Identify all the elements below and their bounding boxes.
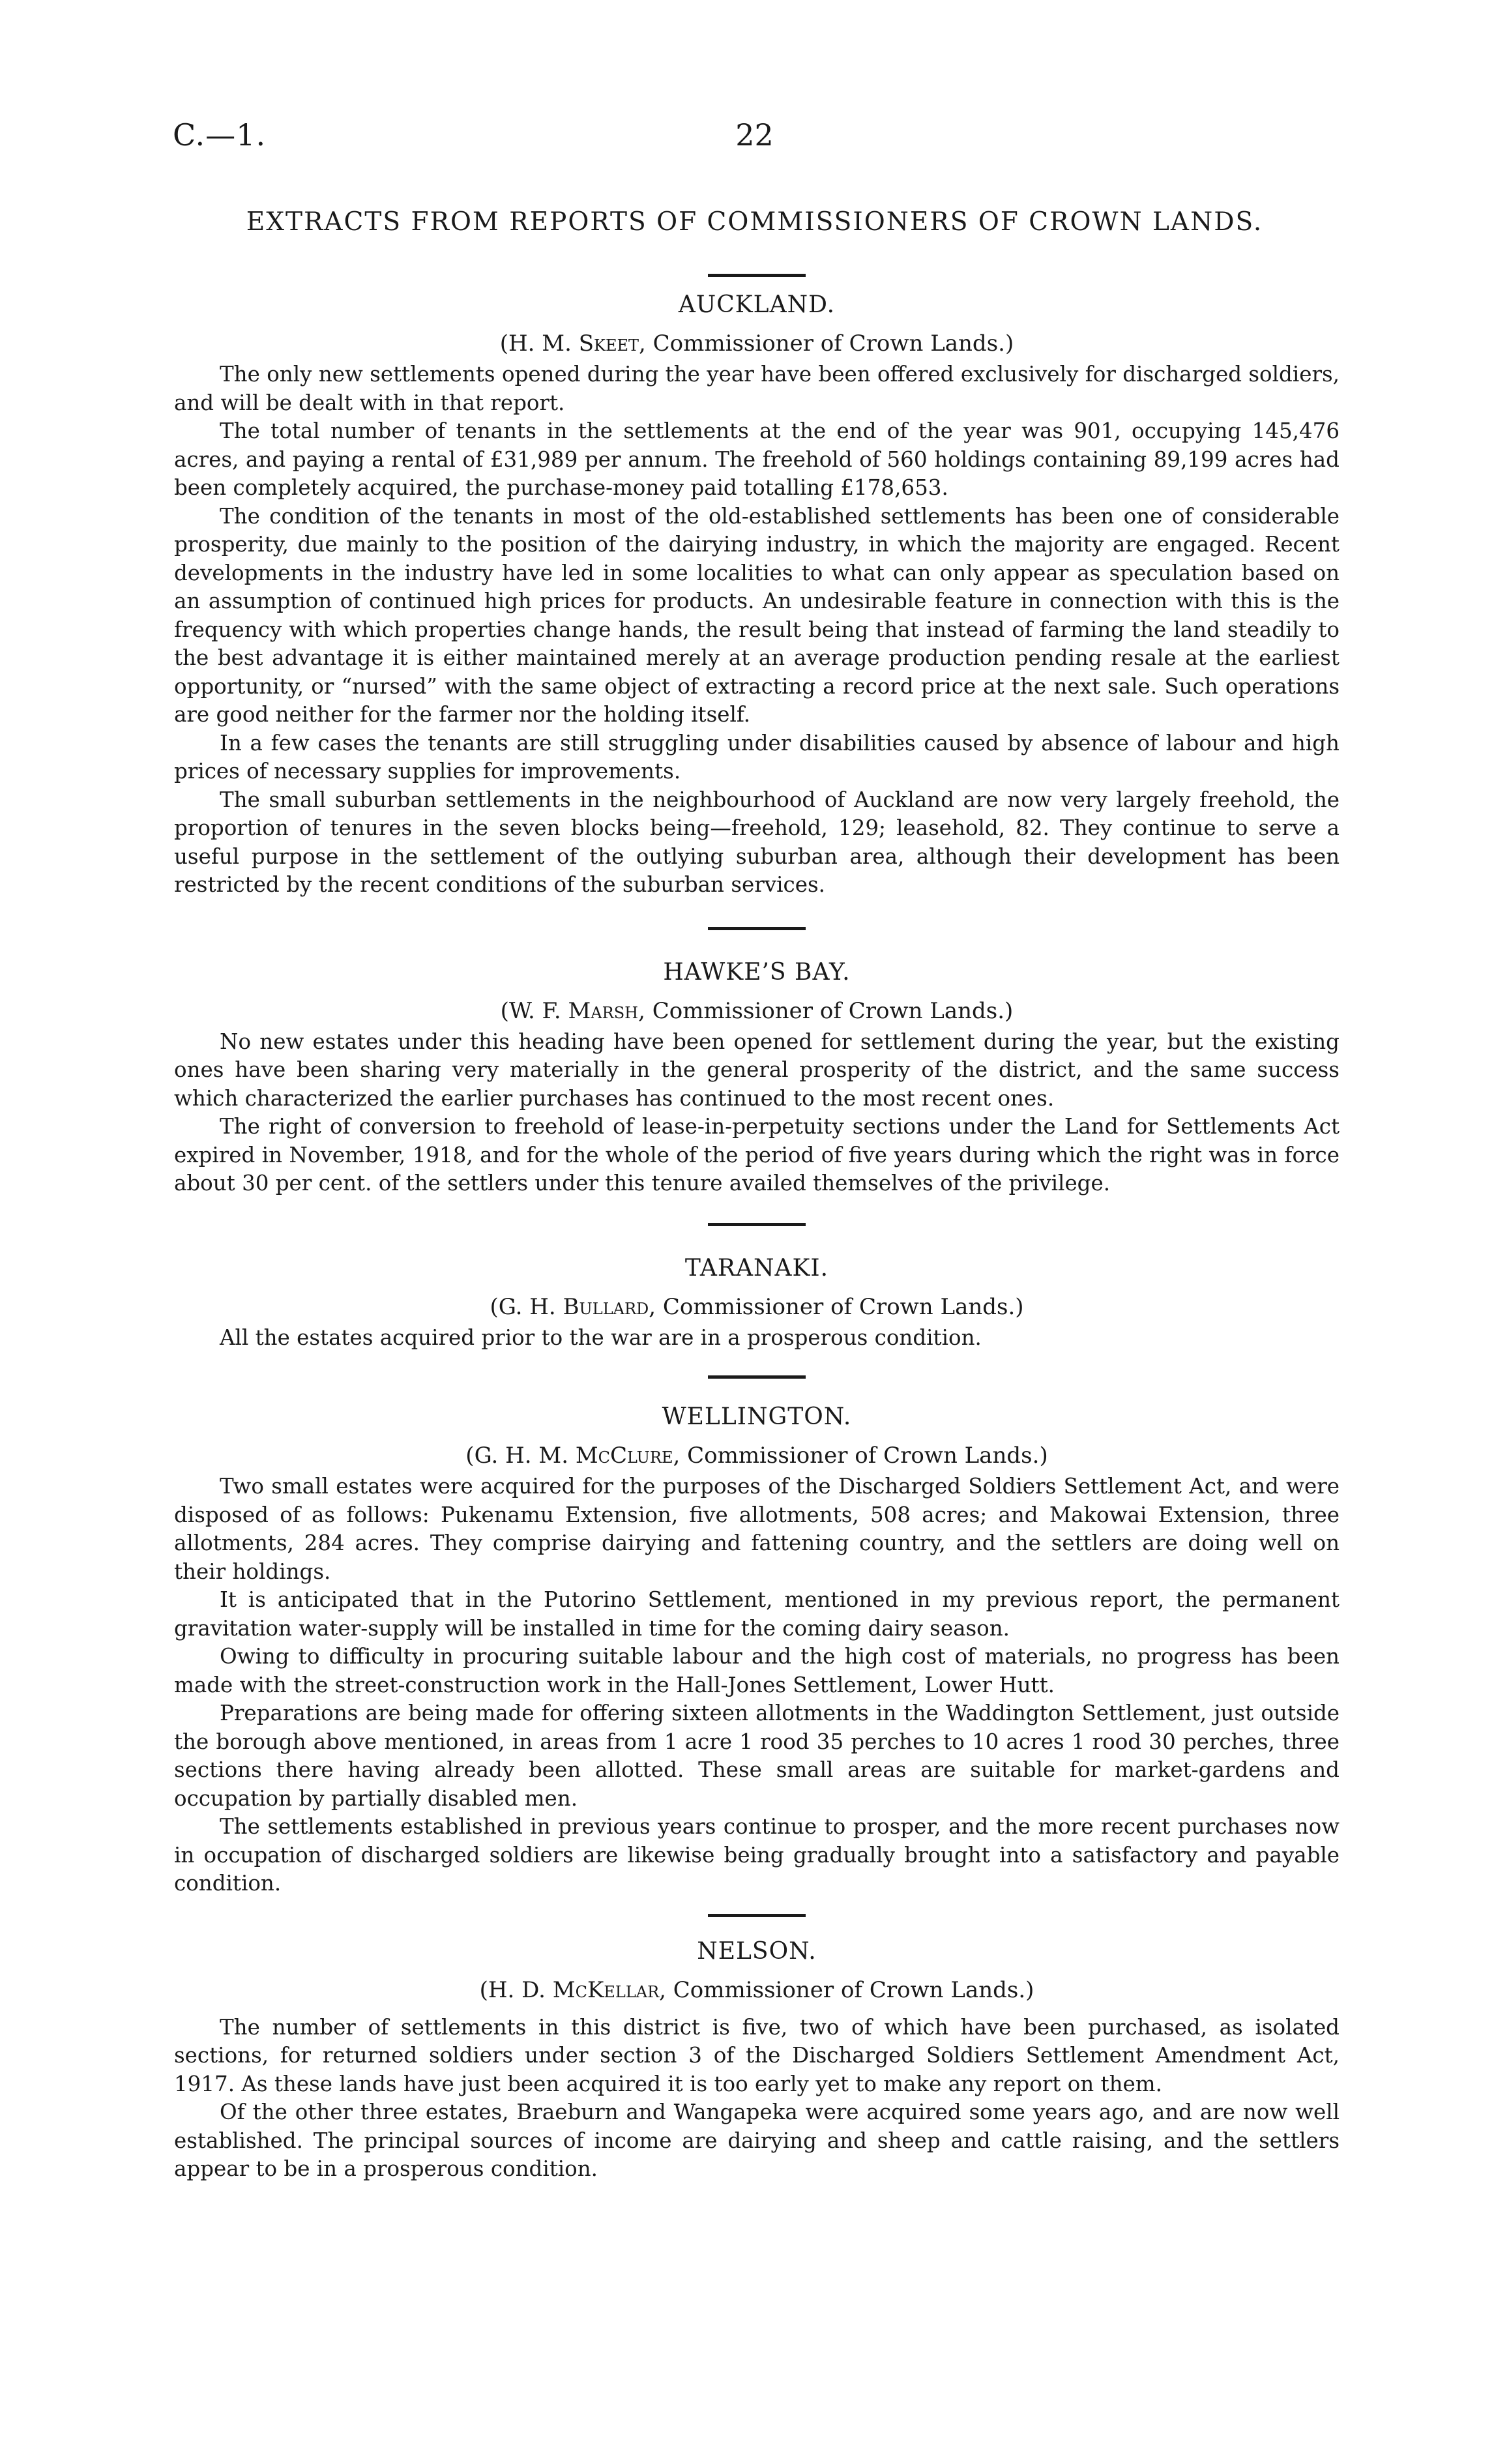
section-wellington [174, 1375, 1340, 1898]
commissioner-role: Commissioner of Crown Lands. [673, 1976, 1026, 2003]
section-title: AUCKLAND. [678, 291, 836, 318]
commissioner-name: Marsh [568, 997, 639, 1024]
commissioner-name: McKellar [552, 1976, 660, 2003]
section-divider [708, 1914, 806, 1917]
section-auckland [174, 274, 1340, 900]
paragraph: No new estates under this heading have been opened for settlement during the year, but the existing ones have been sharing very materially in the general prosperity of the district, and the same success which characterized the earlier purchases has continued to the most recent ones. [174, 1029, 1340, 1111]
commissioner-line: (G. H. Bullard, Commissioner of Crown Lands.) [490, 1293, 1024, 1320]
commissioner-initials: W. F. [508, 997, 561, 1024]
page-number: 22 [735, 117, 774, 153]
commissioner-line: (H. M. Skeet, Commissioner of Crown Lands.) [499, 330, 1014, 357]
paragraph: Owing to difficulty in procuring suitable labour and the high cost of materials, no progress has been made with the street-construction work in the Hall-Jones Settlement, Lower Hutt. [174, 1644, 1340, 1697]
section-title: TARANAKI. [684, 1254, 829, 1282]
commissioner-initials: H. M. [508, 330, 572, 357]
paragraph: It is anticipated that in the Putorino Settlement, mentioned in my previous report, the permanent gravitation water-supply will be installed in time for the coming dairy season. [174, 1587, 1340, 1641]
section-hawkes-bay [174, 927, 1340, 1198]
section-taranaki [174, 1223, 1340, 1353]
paragraph: Of the other three estates, Braeburn and Wangapeka were acquired some years ago, and are now well established. The principal sources of income are dairying and sheep and cattle raising, and the settlers appear to be in a prosperous condition. [174, 2100, 1340, 2181]
paragraph: The only new settlements opened during the year have been offered exclusively for discharged soldiers, and will be dealt with in that report. [174, 362, 1340, 415]
paragraph: The condition of the tenants in most of the old-established settlements has been one of considerable prosperity, due mainly to the position of the dairying industry, in which the majority are engaged. Recent developments in the industry have led in some localities to what can only appear as speculation based on an assumption of continued high prices for products. An undesirable feature in connection with this is the frequency with which properties change hands, the result being that instead of farming the land steadily to the best advantage it is either maintained merely at an average production pending resale at the earliest opportunity, or “nursed” with the same object of extracting a record price at the next sale. Such operations are good neither for the farmer nor the holding itself. [174, 503, 1340, 727]
section-title: NELSON. [697, 1937, 817, 1965]
commissioner-name: Bullard [563, 1293, 649, 1320]
commissioner-initials: H. D. [488, 1976, 546, 2003]
paragraph: The settlements established in previous years continue to prosper, and the more recent purchases now in occupation of discharged soldiers are likewise being gradually brought into a satisfactory and payable condition. [174, 1814, 1340, 1896]
paragraph: Preparations are being made for offering sixteen allotments in the Waddington Settlement, just outside the borough above mentioned, in areas from 1 acre 1 rood 35 perches to 10 acres 1 rood 30 perches, three sections there having already been allotted. These small areas are suitable for market-gardens and occupation by partially disabled men. [174, 1701, 1340, 1811]
paragraph: The small suburban settlements in the neighbourhood of Auckland are now very largely freehold, the proportion of tenures in the seven blocks being—freehold, 129; leasehold, 82. They continue to serve a useful purpose in the settlement of the outlying suburban area, although their development has been restricted by the recent conditions of the suburban services. [174, 787, 1340, 897]
section-nelson [174, 1914, 1340, 2184]
paragraph: Two small estates were acquired for the purposes of the Discharged Soldiers Settlement Act, and were disposed of as follows: Pukenamu Extension, five allotments, 508 acres; and Makowai Extension, three allotments, 284 acres. They comprise dairying and fattening country, and the settlers are doing well on their holdings. [174, 1474, 1340, 1584]
section-divider [708, 1223, 806, 1226]
commissioner-role: Commissioner of Crown Lands. [652, 997, 1005, 1024]
commissioner-name: McClure [575, 1443, 673, 1469]
paragraph: In a few cases the tenants are still struggling under disabilities caused by absence of labour and high prices of necessary supplies for improvements. [174, 730, 1340, 784]
section-title: HAWKE’S BAY. [663, 958, 851, 986]
section-title: WELLINGTON. [662, 1403, 852, 1430]
commissioner-name: Skeet [578, 330, 639, 357]
commissioner-role: Commissioner of Crown Lands. [662, 1293, 1016, 1320]
commissioner-role: Commissioner of Crown Lands. [652, 330, 1005, 357]
commissioner-initials: G. H. [498, 1293, 556, 1320]
commissioner-role: Commissioner of Crown Lands. [687, 1443, 1040, 1469]
paragraph: All the estates acquired prior to the war are in a prosperous condition. [220, 1325, 982, 1350]
paragraph: The total number of tenants in the settlements at the end of the year was 901, occupying 145,476 acres, and paying a rental of £31,989 per annum. The freehold of 560 holdings containing 89,199 acres had been completely acquired, the purchase-money paid totalling £178,653. [174, 418, 1340, 500]
paragraph: The right of conversion to freehold of lease-in-perpetuity sections under the Land for Settlements Act expired in November, 1918, and for the whole of the period of five years during which the right was in force about 30 per cent. of the settlers under this tenure availed themselves of the privilege. [174, 1114, 1340, 1195]
commissioner-line: (H. D. McKellar, Commissioner of Crown Lands.) [479, 1976, 1034, 2003]
section-divider [708, 927, 806, 930]
commissioner-line: (W. F. Marsh, Commissioner of Crown Lands.) [500, 997, 1014, 1024]
document-code: C.—1. [173, 117, 267, 153]
commissioner-initials: G. H. M. [474, 1443, 569, 1469]
page-title: EXTRACTS FROM REPORTS OF COMMISSIONERS OF CROWN LANDS. [246, 207, 1263, 237]
report-body [174, 274, 1340, 2184]
commissioner-line: (G. H. M. McClure, Commissioner of Crown Lands.) [465, 1443, 1048, 1469]
section-divider [708, 274, 806, 277]
section-divider [708, 1375, 806, 1379]
paragraph: The number of settlements in this district is five, two of which have been purchased, as isolated sections, for returned soldiers under section 3 of the Discharged Soldiers Settlement Amendment Act, 1917. As these lands have just been acquired it is too early yet to make any report on them. [174, 2014, 1340, 2096]
